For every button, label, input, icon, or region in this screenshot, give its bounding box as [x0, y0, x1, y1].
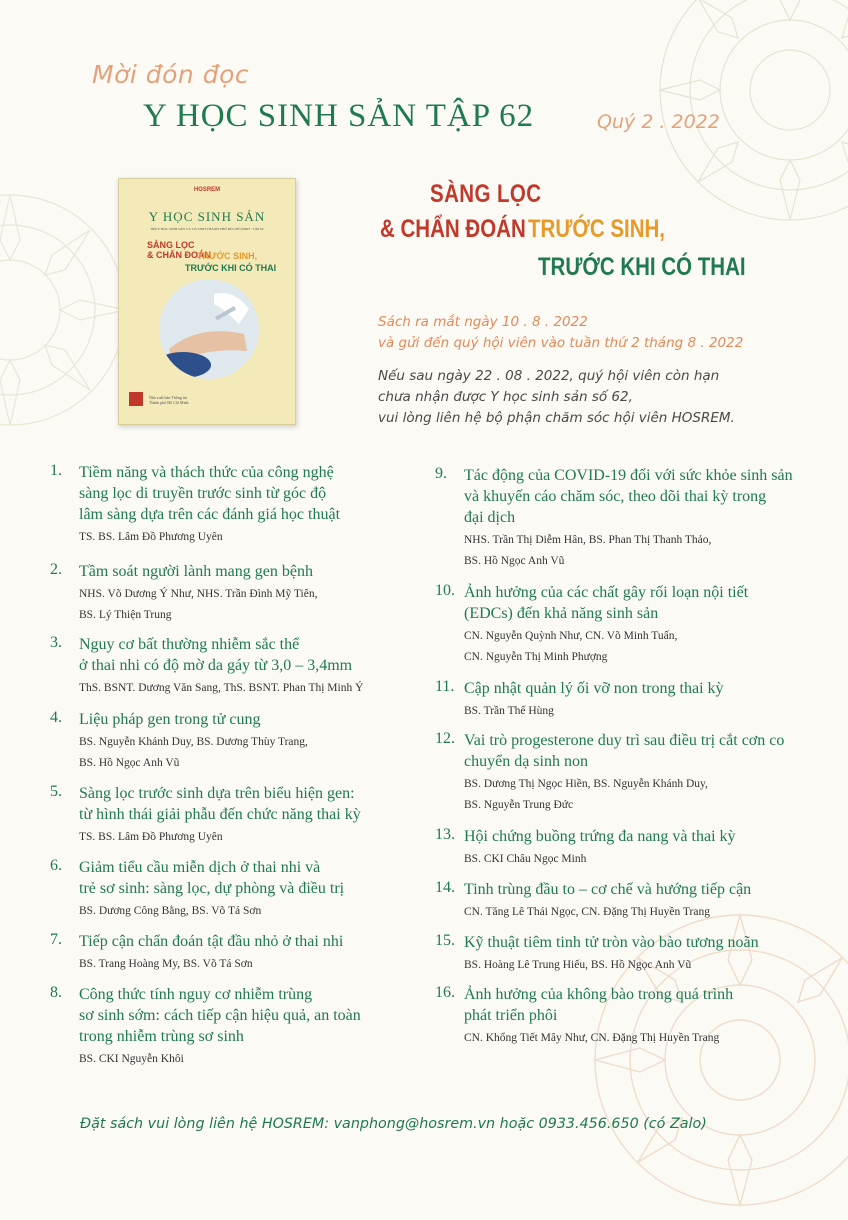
article-number: 7. — [50, 931, 62, 948]
article-item — [435, 879, 804, 923]
article-authors-line: CN. Nguyễn Thị Minh Phượng — [464, 651, 608, 663]
quarter-label: Quý 2 . 2022 — [597, 111, 720, 133]
article-title-line: Kỹ thuật tiêm tinh tử tròn vào bào tương noãn — [464, 934, 759, 951]
article-title-line: Tầm soát người lành mang gen bệnh — [79, 563, 313, 580]
article-item — [435, 826, 804, 870]
article-title-line: Vai trò progesterone duy trì sau điều trị cắt cơn co — [464, 732, 785, 749]
article-title-line: phát triển phôi — [464, 1007, 558, 1024]
article-number: 4. — [50, 709, 62, 726]
article-authors-line: BS. Trần Thế Hùng — [464, 705, 554, 717]
article-title-line: và khuyến cáo chăm sóc, theo dõi thai kỳ trong — [464, 488, 767, 505]
delivery-note: Nếu sau ngày 22 . 08 . 2022, quý hội viên còn hạn chưa nhận được Y học sinh sản số 62, vui lòng liên hệ bộ phận chăm sóc hội viên HOSREM. — [378, 368, 735, 426]
article-title-line: Liệu pháp gen trong tử cung — [79, 711, 261, 728]
article-number: 3. — [50, 634, 62, 651]
cover-publisher-badge — [129, 392, 143, 406]
article-title-line: trẻ sơ sinh: sàng lọc, dự phòng và điều trị — [79, 880, 345, 897]
article-item — [50, 561, 419, 626]
cover-logo: HOSREM — [193, 187, 221, 193]
article-authors-line: BS. Dương Thị Ngọc Hiền, BS. Nguyễn Khánh Duy, — [464, 778, 708, 790]
article-title-line: Tinh trùng đầu to – cơ chế và hướng tiếp cận — [464, 881, 752, 898]
cover-headline-3: TRƯỚC SINH, — [197, 251, 258, 261]
article-authors-line: CN. Nguyễn Quỳnh Như, CN. Võ Minh Tuấn, — [464, 630, 678, 642]
order-contact: Đặt sách vui lòng liên hệ HOSREM: vanphong@hosrem.vn hoặc 0933.456.650 (có Zalo) — [80, 1116, 707, 1132]
article-title-line: đại dịch — [464, 509, 516, 526]
article-item — [435, 984, 804, 1049]
article-title-line: từ hình thái giải phẫu đến chức năng thai kỳ — [79, 806, 361, 823]
article-number: 15. — [435, 932, 455, 949]
article-title-line: Nguy cơ bất thường nhiễm sắc thể — [79, 636, 300, 653]
article-title-line: Hội chứng buồng trứng đa nang và thai kỳ — [464, 828, 736, 845]
article-title-line: Công thức tính nguy cơ nhiễm trùng — [79, 986, 313, 1003]
article-item — [50, 931, 419, 975]
article-title-line: Cập nhật quản lý ối vỡ non trong thai kỳ — [464, 680, 724, 697]
article-authors-line: BS. Hồ Ngọc Anh Vũ — [79, 757, 180, 769]
article-item — [50, 634, 419, 699]
article-title-line: (EDCs) đến khả năng sinh sản — [464, 605, 659, 622]
article-authors-line: NHS. Trần Thị Diễm Hân, BS. Phan Thị Thanh Thảo, — [464, 534, 712, 546]
article-authors-line: CN. Khổng Tiết Mây Như, CN. Đặng Thị Huyền Trang — [464, 1032, 720, 1044]
article-number: 6. — [50, 857, 62, 874]
mandala-decoration-bottom-right — [560, 880, 848, 1220]
article-number: 1. — [50, 462, 62, 479]
article-item — [435, 582, 804, 668]
article-number: 12. — [435, 730, 455, 747]
article-authors-line: BS. Hồ Ngọc Anh Vũ — [464, 555, 565, 567]
article-authors-line: BS. CKI Châu Ngọc Minh — [464, 853, 587, 865]
article-authors-line: BS. CKI Nguyễn Khôi — [79, 1053, 184, 1065]
article-item — [435, 678, 804, 722]
feature-headline-line2b: TRƯỚC SINH, — [528, 215, 666, 243]
article-authors-line: BS. Nguyễn Khánh Duy, BS. Dương Thùy Trang, — [79, 736, 308, 748]
article-authors-line: BS. Nguyễn Trung Đức — [464, 799, 574, 811]
article-number: 5. — [50, 783, 62, 800]
article-authors-line: ThS. BSNT. Dương Văn Sang, ThS. BSNT. Phan Thị Minh Ý — [79, 682, 364, 694]
article-item — [50, 462, 419, 548]
cover-title: Y HỌC SINH SẢN — [148, 209, 266, 224]
cover-photo-injection — [159, 279, 259, 379]
article-number: 2. — [50, 561, 62, 578]
article-item — [50, 709, 419, 774]
article-authors-line: BS. Hoàng Lê Trung Hiếu, BS. Hồ Ngọc Anh Vũ — [464, 959, 692, 971]
article-item — [50, 783, 419, 848]
cover-footer: Nhà xuất bản Thông tin Thành phố Hồ Chí Minh — [149, 395, 189, 406]
article-title-line: ở thai nhi có độ mờ da gáy từ 3,0 – 3,4mm — [79, 657, 353, 674]
article-number: 8. — [50, 984, 62, 1001]
magazine-title: Y HỌC SINH SẢN TẬP 62 — [143, 98, 535, 134]
article-title-line: chuyển dạ sinh non — [464, 753, 588, 770]
article-title-line: sàng lọc di truyền trước sinh từ góc độ — [79, 485, 327, 502]
article-number: 14. — [435, 879, 455, 896]
release-info: Sách ra mắt ngày 10 . 8 . 2022 và gửi đến quý hội viên vào tuần thứ 2 tháng 8 . 2022 — [378, 314, 744, 351]
article-title-line: Sàng lọc trước sinh dựa trên biểu hiện gen: — [79, 785, 355, 802]
cover-headline-1: SÀNG LỌC & CHẨN ĐOÁN — [147, 240, 211, 260]
article-authors-line: BS. Dương Công Bằng, BS. Võ Tá Sơn — [79, 905, 262, 917]
article-title-line: Ảnh hưởng của không bào trong quá trình — [464, 986, 734, 1003]
article-item — [435, 730, 804, 816]
article-number: 10. — [435, 582, 455, 599]
invite-text: Mời đón đọc — [92, 60, 250, 89]
article-title-line: trong nhiễm trùng sơ sinh — [79, 1028, 244, 1045]
article-number: 9. — [435, 465, 447, 482]
article-item — [435, 465, 804, 572]
article-title-line: Tác động của COVID-19 đối với sức khỏe sinh sản — [464, 467, 793, 484]
article-authors-line: NHS. Võ Dương Ý Như, NHS. Trần Đình Mỹ Tiên, — [79, 588, 318, 600]
article-title-line: Tiếp cận chẩn đoán tật đầu nhỏ ở thai nhi — [79, 933, 344, 950]
cover-headline-4: TRƯỚC KHI CÓ THAI — [185, 263, 277, 273]
cover-subtitle: HỘI Y HỌC SINH SẢN VÀ VÔ SINH THÀNH PHỐ HỒ CHÍ MINH · TẬP 62 — [150, 227, 264, 231]
article-authors-line: TS. BS. Lâm Đồ Phương Uyên — [79, 831, 223, 843]
article-authors-line: TS. BS. Lâm Đồ Phương Uyên — [79, 531, 223, 543]
feature-headline-line2a: & CHẨN ĐOÁN — [380, 215, 526, 243]
article-authors-line: CN. Tăng Lê Thái Ngọc, CN. Đặng Thị Huyền Trang — [464, 906, 710, 918]
article-authors-line: BS. Lý Thiện Trung — [79, 609, 172, 621]
article-title-line: sơ sinh sớm: cách tiếp cận hiệu quả, an toàn — [79, 1007, 361, 1024]
article-item — [50, 857, 419, 922]
article-authors-line: BS. Trang Hoàng My, BS. Võ Tá Sơn — [79, 958, 253, 970]
article-item — [50, 984, 419, 1070]
article-title-line: Tiềm năng và thách thức của công nghệ — [79, 464, 334, 481]
article-title-line: lâm sàng dựa trên các đánh giá học thuật — [79, 506, 341, 523]
feature-headline-line1: SÀNG LỌC — [430, 180, 542, 208]
article-number: 16. — [435, 984, 455, 1001]
article-number: 13. — [435, 826, 455, 843]
article-number: 11. — [435, 678, 455, 695]
article-title-line: Giảm tiểu cầu miễn dịch ở thai nhi và — [79, 859, 321, 876]
book-cover — [118, 178, 296, 425]
article-item — [435, 932, 804, 976]
feature-headline-line3: TRƯỚC KHI CÓ THAI — [538, 253, 746, 281]
article-title-line: Ảnh hưởng của các chất gây rối loạn nội tiết — [464, 584, 749, 601]
